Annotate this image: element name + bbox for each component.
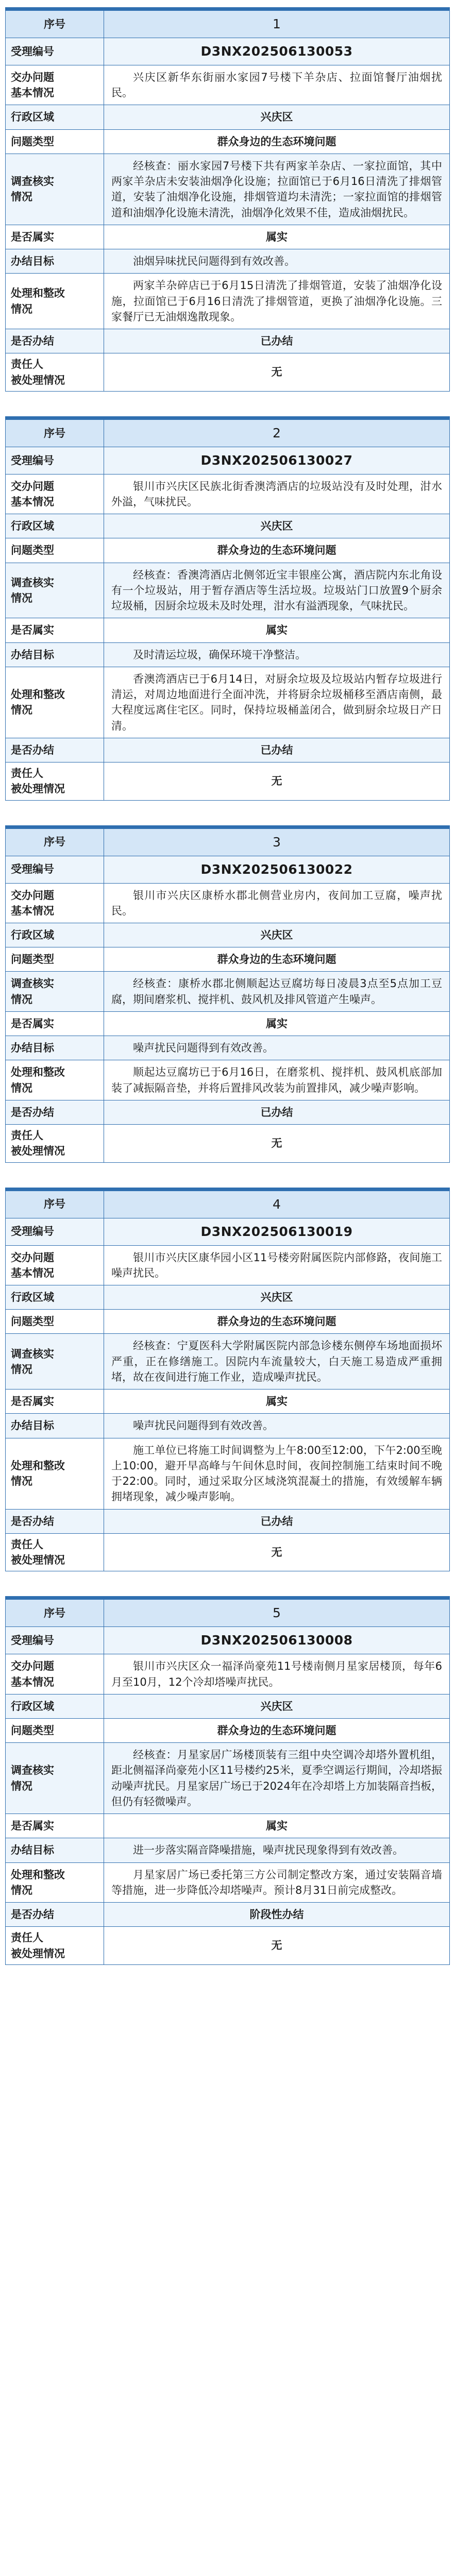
label-type: 问题类型: [6, 1310, 104, 1334]
row-type: [6, 947, 450, 972]
label-done: 是否办结: [6, 1903, 104, 1927]
row-investigation: [6, 563, 450, 618]
label-issue-line1: 交办问题: [11, 1251, 54, 1264]
label-handling: [6, 274, 104, 329]
record-card: [5, 1596, 450, 1965]
done-value: 阶段性办结: [104, 1903, 450, 1927]
code-value: D3NX202506130053: [104, 38, 450, 65]
label-handling: [6, 1438, 104, 1509]
label-accountability-line2: 被处理情况: [11, 783, 65, 795]
label-handling-line2: 情况: [11, 704, 32, 717]
type-value: 群众身边的生态环境问题: [104, 947, 450, 972]
label-investigation-line1: 调查核实: [11, 576, 54, 589]
row-investigation: [6, 1743, 450, 1814]
label-issue-line2: 基本情况: [11, 1266, 54, 1279]
row-district: [6, 923, 450, 947]
label-issue-line1: 交办问题: [11, 71, 54, 83]
label-investigation-line2: 情况: [11, 191, 32, 204]
row-target: [6, 642, 450, 667]
done-value: 已办结: [104, 329, 450, 353]
label-district: 行政区域: [6, 514, 104, 538]
district-value: 兴庆区: [104, 923, 450, 947]
label-target: 办结目标: [6, 1414, 104, 1438]
investigation-value: 经核查：香澳湾酒店北侧邻近宝丰银座公寓，酒店院内东北角设有一个垃圾站，用于暂存酒店等生活垃圾。垃圾站门口放置9个厨余垃圾桶，因厨余垃圾未及时处理，泔水有溢洒现象，气味扰民。: [104, 563, 450, 618]
issue-value: 银川市兴庆区康华园小区11号楼旁附属医院内部修路，夜间施工噪声扰民。: [104, 1245, 450, 1285]
code-value: D3NX202506130022: [104, 856, 450, 883]
seq-value: 5: [104, 1600, 450, 1627]
accountability-value: 无: [104, 353, 450, 391]
row-district: [6, 105, 450, 129]
code-value: D3NX202506130027: [104, 447, 450, 474]
row-issue: [6, 474, 450, 514]
label-handling: [6, 1060, 104, 1100]
row-code: [6, 447, 450, 474]
verified-value: 属实: [104, 225, 450, 249]
district-value: 兴庆区: [104, 514, 450, 538]
record-table: [5, 1191, 450, 1572]
label-done: 是否办结: [6, 1509, 104, 1533]
investigation-value: 经核查：丽水家园7号楼下共有两家羊杂店、一家拉面馆，其中两家羊杂店未安装油烟净化设施；拉面馆已于6月16日清洗了排烟管道，安装了油烟净化设施，排烟管道均未清洗；一家拉面馆的排烟管道和油烟净化设施未清洗，油烟净化效果不佳，造成油烟扰民。: [104, 154, 450, 225]
accountability-value: 无: [104, 1927, 450, 1964]
label-district: 行政区域: [6, 1285, 104, 1310]
label-seq: 序号: [6, 11, 104, 38]
row-target: [6, 1838, 450, 1862]
label-verified: 是否属实: [6, 1814, 104, 1838]
label-done: 是否办结: [6, 1100, 104, 1124]
label-handling-line1: 处理和整改: [11, 688, 65, 701]
label-issue: [6, 1245, 104, 1285]
label-investigation-line2: 情况: [11, 592, 32, 605]
label-investigation: [6, 154, 104, 225]
label-accountability-line2: 被处理情况: [11, 374, 65, 386]
handling-value: 顺起达豆腐坊已于6月16日，在磨浆机、搅拌机、鼓风机底部加装了减振隔音垫，并将后置排风改装为前置排风，减少噪声影响。: [104, 1060, 450, 1100]
label-investigation-line2: 情况: [11, 993, 32, 1006]
row-done: [6, 1509, 450, 1533]
record-table: [5, 10, 450, 392]
row-code: [6, 856, 450, 883]
label-accountability: [6, 1927, 104, 1964]
type-value: 群众身边的生态环境问题: [104, 129, 450, 154]
record-card: [5, 825, 450, 1163]
label-investigation-line2: 情况: [11, 1363, 32, 1376]
label-verified: 是否属实: [6, 618, 104, 642]
row-issue: [6, 1245, 450, 1285]
label-target: 办结目标: [6, 642, 104, 667]
row-seq: [6, 828, 450, 856]
label-accountability-line1: 责任人: [11, 1129, 43, 1142]
label-investigation-line1: 调查核实: [11, 175, 54, 188]
row-seq: [6, 1191, 450, 1218]
label-code: 受理编号: [6, 856, 104, 883]
label-code: 受理编号: [6, 1218, 104, 1245]
label-handling-line2: 情况: [11, 302, 32, 315]
handling-value: 两家羊杂碎店已于6月15日清洗了排烟管道，安装了油烟净化设施，拉面馆已于6月16日清洗了排烟管道，更换了油烟净化设施。三家餐厅已无油烟逸散现象。: [104, 274, 450, 329]
label-issue-line2: 基本情况: [11, 1675, 54, 1688]
target-value: 进一步落实隔音降噪措施，噪声扰民现象得到有效改善。: [104, 1838, 450, 1862]
label-code: 受理编号: [6, 1627, 104, 1654]
investigation-value: 经核查：宁夏医科大学附属医院内部急诊楼东侧停车场地面损坏严重，正在修缮施工。因院内车流量较大，白天施工易造成严重拥堵，故在夜间进行施工作业，造成噪声扰民。: [104, 1334, 450, 1389]
label-accountability: [6, 762, 104, 800]
label-investigation: [6, 1743, 104, 1814]
row-target: [6, 249, 450, 274]
done-value: 已办结: [104, 738, 450, 762]
row-investigation: [6, 154, 450, 225]
label-handling: [6, 1862, 104, 1902]
accountability-value: 无: [104, 1533, 450, 1571]
label-investigation-line2: 情况: [11, 1780, 32, 1792]
row-accountability: [6, 1927, 450, 1964]
row-type: [6, 1310, 450, 1334]
row-verified: [6, 618, 450, 642]
label-investigation: [6, 1334, 104, 1389]
issue-value: 银川市兴庆区民族北街香澳湾酒店的垃圾站没有及时处理，泔水外溢，气味扰民。: [104, 474, 450, 514]
row-code: [6, 1627, 450, 1654]
record-card: [5, 1188, 450, 1572]
label-issue-line2: 基本情况: [11, 87, 54, 99]
label-code: 受理编号: [6, 38, 104, 65]
label-target: 办结目标: [6, 249, 104, 274]
verified-value: 属实: [104, 618, 450, 642]
seq-value: 2: [104, 419, 450, 447]
label-district: 行政区域: [6, 923, 104, 947]
row-issue: [6, 65, 450, 105]
row-verified: [6, 1814, 450, 1838]
label-issue-line1: 交办问题: [11, 480, 54, 493]
record-card: [5, 7, 450, 392]
done-value: 已办结: [104, 1509, 450, 1533]
row-district: [6, 1694, 450, 1718]
seq-value: 3: [104, 828, 450, 856]
record-table: [5, 419, 450, 801]
label-accountability-line1: 责任人: [11, 767, 43, 780]
row-type: [6, 1719, 450, 1743]
row-type: [6, 538, 450, 563]
label-issue-line1: 交办问题: [11, 889, 54, 902]
label-issue: [6, 883, 104, 923]
label-accountability-line2: 被处理情况: [11, 1145, 65, 1158]
district-value: 兴庆区: [104, 1285, 450, 1310]
accountability-value: 无: [104, 1125, 450, 1162]
row-target: [6, 1414, 450, 1438]
label-issue: [6, 65, 104, 105]
row-verified: [6, 1011, 450, 1036]
label-verified: 是否属实: [6, 1389, 104, 1414]
label-handling-line2: 情况: [11, 1475, 32, 1488]
row-accountability: [6, 762, 450, 800]
label-issue: [6, 1654, 104, 1694]
label-accountability-line2: 被处理情况: [11, 1554, 65, 1567]
row-accountability: [6, 1533, 450, 1571]
issue-value: 银川市兴庆区众一福泽尚豪苑11号楼南侧月星家居楼顶，每年6月至10月，12个冷却塔噪声扰民。: [104, 1654, 450, 1694]
target-value: 及时清运垃圾，确保环境干净整洁。: [104, 642, 450, 667]
row-handling: [6, 1862, 450, 1902]
type-value: 群众身边的生态环境问题: [104, 1310, 450, 1334]
label-accountability: [6, 1125, 104, 1162]
district-value: 兴庆区: [104, 1694, 450, 1718]
row-accountability: [6, 1125, 450, 1162]
row-handling: [6, 1060, 450, 1100]
label-district: 行政区域: [6, 1694, 104, 1718]
row-seq: [6, 1600, 450, 1627]
label-investigation-line1: 调查核实: [11, 1347, 54, 1360]
label-issue-line2: 基本情况: [11, 495, 54, 508]
accountability-value: 无: [104, 762, 450, 800]
row-done: [6, 738, 450, 762]
record-card: [5, 416, 450, 801]
issue-value: 兴庆区新华东街丽水家园7号楼下羊杂店、拉面馆餐厅油烟扰民。: [104, 65, 450, 105]
investigation-value: 经核查：康桥水郡北侧顺起达豆腐坊每日凌晨3点至5点加工豆腐，期间磨浆机、搅拌机、鼓风机及排风管道产生噪声。: [104, 972, 450, 1011]
row-done: [6, 1903, 450, 1927]
label-code: 受理编号: [6, 447, 104, 474]
row-investigation: [6, 1334, 450, 1389]
label-seq: 序号: [6, 828, 104, 856]
record-table: [5, 828, 450, 1163]
label-investigation: [6, 972, 104, 1011]
label-handling-line2: 情况: [11, 1081, 32, 1094]
row-type: [6, 129, 450, 154]
done-value: 已办结: [104, 1100, 450, 1124]
handling-value: 施工单位已将施工时间调整为上午8:00至12:00，下午2:00至晚上10:00，避开早高峰与午间休息时间，夜间控制施工结束时间不晚于22:00。同时，通过采取分区域浇筑混凝土的措施，有效缓解车辆拥堵现象，减少噪声影响。: [104, 1438, 450, 1509]
label-target: 办结目标: [6, 1838, 104, 1862]
label-seq: 序号: [6, 419, 104, 447]
label-seq: 序号: [6, 1600, 104, 1627]
label-type: 问题类型: [6, 1719, 104, 1743]
label-seq: 序号: [6, 1191, 104, 1218]
type-value: 群众身边的生态环境问题: [104, 538, 450, 563]
row-done: [6, 1100, 450, 1124]
label-type: 问题类型: [6, 538, 104, 563]
label-done: 是否办结: [6, 738, 104, 762]
row-handling: [6, 667, 450, 738]
investigation-value: 经核查：月星家居广场楼顶装有三组中央空调冷却塔外置机组，距北侧福泽尚豪苑小区11号楼约25米，夏季空调运行期间，冷却塔振动噪声扰民。月星家居广场已于2024年在冷却塔上方加装隔音挡板，但仍有轻微噪声。: [104, 1743, 450, 1814]
verified-value: 属实: [104, 1389, 450, 1414]
label-verified: 是否属实: [6, 1011, 104, 1036]
handling-value: 香澳湾酒店已于6月14日，对厨余垃圾及垃圾站内暂存垃圾进行清运，对周边地面进行全面冲洗，并将厨余垃圾桶移至酒店南侧，最大程度远离住宅区。同时，保持垃圾桶盖闭合，做到厨余垃圾日产日清。: [104, 667, 450, 738]
label-done: 是否办结: [6, 329, 104, 353]
label-accountability-line1: 责任人: [11, 1931, 43, 1944]
seq-value: 1: [104, 11, 450, 38]
label-handling: [6, 667, 104, 738]
label-investigation: [6, 563, 104, 618]
row-code: [6, 38, 450, 65]
row-done: [6, 329, 450, 353]
code-value: D3NX202506130019: [104, 1218, 450, 1245]
label-accountability: [6, 353, 104, 391]
target-value: 噪声扰民问题得到有效改善。: [104, 1414, 450, 1438]
target-value: 油烟异味扰民问题得到有效改善。: [104, 249, 450, 274]
row-handling: [6, 1438, 450, 1509]
row-target: [6, 1036, 450, 1060]
row-code: [6, 1218, 450, 1245]
label-target: 办结目标: [6, 1036, 104, 1060]
label-handling-line1: 处理和整改: [11, 1868, 65, 1881]
verified-value: 属实: [104, 1814, 450, 1838]
label-handling-line2: 情况: [11, 1884, 32, 1896]
label-handling-line1: 处理和整改: [11, 287, 65, 300]
label-type: 问题类型: [6, 947, 104, 972]
label-accountability: [6, 1533, 104, 1571]
label-type: 问题类型: [6, 129, 104, 154]
row-verified: [6, 225, 450, 249]
label-verified: 是否属实: [6, 225, 104, 249]
seq-value: 4: [104, 1191, 450, 1218]
target-value: 噪声扰民问题得到有效改善。: [104, 1036, 450, 1060]
label-investigation-line1: 调查核实: [11, 1764, 54, 1777]
row-investigation: [6, 972, 450, 1011]
record-table: [5, 1599, 450, 1965]
code-value: D3NX202506130008: [104, 1627, 450, 1654]
label-issue-line1: 交办问题: [11, 1660, 54, 1673]
issue-value: 银川市兴庆区康桥水郡北侧营业房内，夜间加工豆腐，噪声扰民。: [104, 883, 450, 923]
row-seq: [6, 419, 450, 447]
label-issue-line2: 基本情况: [11, 904, 54, 917]
row-issue: [6, 1654, 450, 1694]
district-value: 兴庆区: [104, 105, 450, 129]
label-accountability-line1: 责任人: [11, 1538, 43, 1551]
label-handling-line1: 处理和整改: [11, 1066, 65, 1079]
row-verified: [6, 1389, 450, 1414]
verified-value: 属实: [104, 1011, 450, 1036]
label-accountability-line1: 责任人: [11, 358, 43, 371]
handling-value: 月星家居广场已委托第三方公司制定整改方案，通过安装隔音墙等措施，进一步降低冷却塔噪声。预计8月31日前完成整改。: [104, 1862, 450, 1902]
row-district: [6, 1285, 450, 1310]
label-accountability-line2: 被处理情况: [11, 1947, 65, 1960]
type-value: 群众身边的生态环境问题: [104, 1719, 450, 1743]
row-issue: [6, 883, 450, 923]
label-district: 行政区域: [6, 105, 104, 129]
row-seq: [6, 11, 450, 38]
label-issue: [6, 474, 104, 514]
label-handling-line1: 处理和整改: [11, 1459, 65, 1472]
row-accountability: [6, 353, 450, 391]
row-district: [6, 514, 450, 538]
row-handling: [6, 274, 450, 329]
label-investigation-line1: 调查核实: [11, 977, 54, 990]
